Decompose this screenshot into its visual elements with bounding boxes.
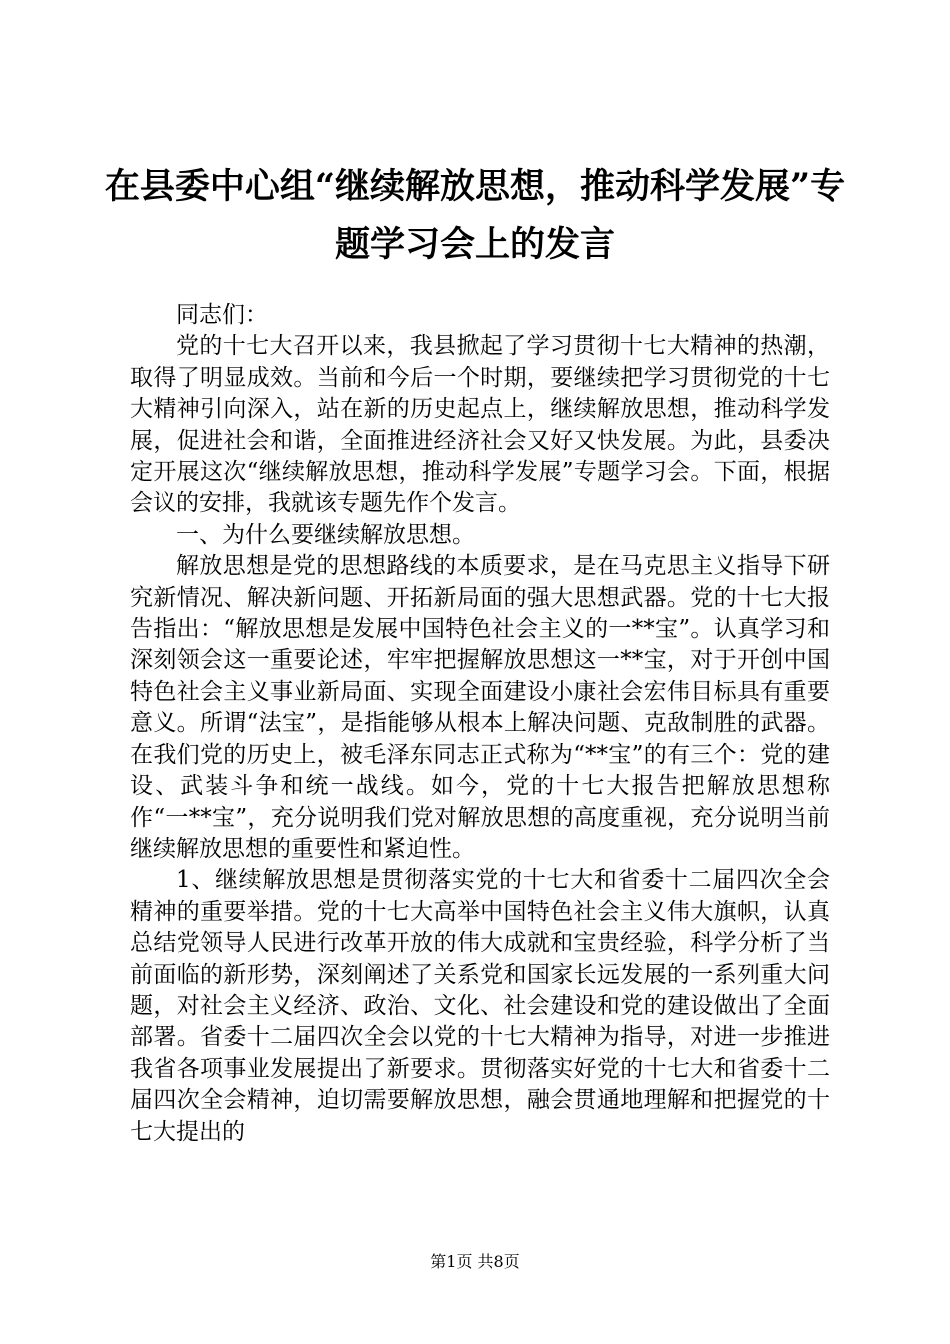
salutation: 同志们： [176, 302, 268, 328]
paragraph-intro: 党的十七大召开以来，我县掀起了学习贯彻十七大精神的热潮，取得了明显成效。当前和今后一个时期，要继续把学习贯彻党的十七大精神引向深入，站在新的历史起点上，继续解放思想，推动科学发展，促进社会和谐，全面推进经济社会又好又快发展。为此，县委决定开展这次“继续解放思想，推动科学发展”专题学习会。下面，根据会议的安排，我就该专题先作个发言。 [130, 333, 830, 517]
document-title: 在县委中心组“继续解放思想，推动科学发展”专题学习会上的发言 [104, 166, 846, 265]
paragraph-main: 解放思想是党的思想路线的本质要求，是在马克思主义指导下研究新情况、解决新问题、开拓新局面的强大思想武器。党的十七大报告指出：“解放思想是发展中国特色社会主义的一**宝”。认真学习和深刻领会这一重要论述，牢牢把握解放思想这一**宝，对于开创中国特色社会主义事业新局面、实现全面建设小康社会宏伟目标具有重要意义。所谓“法宝”，是指能够从根本上解决问题、克敌制胜的武器。在我们党的历史上，被毛泽东同志正式称为“**宝”的有三个：党的建设、武装斗争和统一战线。如今，党的十七大报告把解放思想称作“一**宝”，充分说明我们党对解放思想的高度重视，充分说明当前继续解放思想的重要性和紧迫性。 [130, 553, 830, 862]
page-number-footer: 第1页 共8页 [430, 1252, 520, 1271]
section-heading: 一、为什么要继续解放思想。 [176, 521, 475, 548]
paragraph-point-1: 1、继续解放思想是贯彻落实党的十七大和省委十二届四次全会精神的重要举措。党的十七大高举中国特色社会主义伟大旗帜，认真总结党领导人民进行改革开放的伟大成就和宝贵经验，科学分析了当前面临的新形势，深刻阐述了关系党和国家长远发展的一系列重大问题，对社会主义经济、政治、文化、社会建设和党的建设做出了全面部署。省委十二届四次全会以党的十七大精神为指导，对进一步推进我省各项事业发展提出了新要求。贯彻落实好党的十七大和省委十二届四次全会精神，迫切需要解放思想，融会贯通地理解和把握党的十七大提出的 [130, 867, 830, 1145]
document-body [130, 300, 830, 1148]
